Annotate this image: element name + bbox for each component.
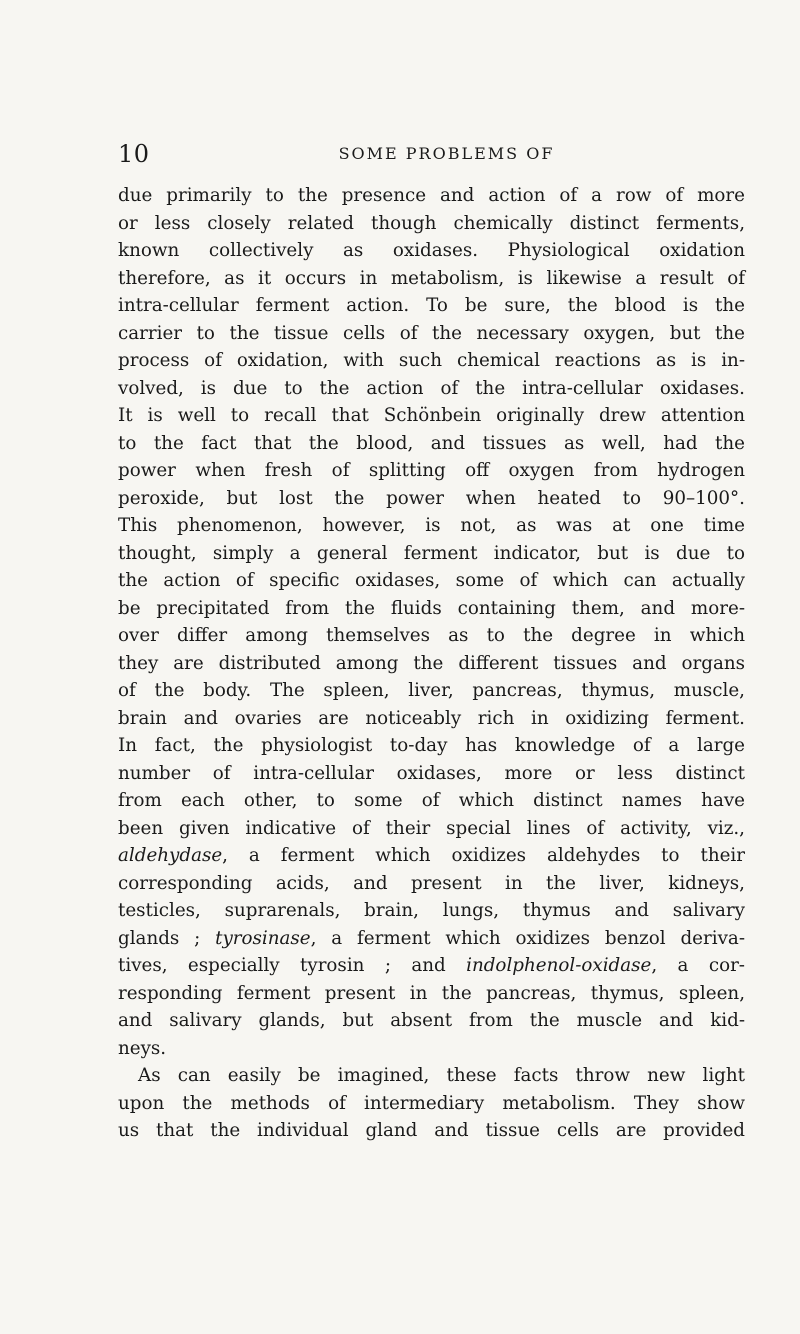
text-span: , a ferment which oxidizes benzol deriva- <box>310 927 745 949</box>
text-line: and salivary glands, but absent from the muscle and kid- <box>118 1010 745 1031</box>
text-line: In fact, the physiologist to-day has knowledge of a large <box>118 735 745 756</box>
text-line: therefore, as it occurs in metabolism, is likewise a result of <box>118 267 745 289</box>
text-line <box>118 952 745 980</box>
text-line: over differ among themselves as to the degree in which <box>118 625 745 646</box>
text-line: power when fresh of splitting off oxygen from hydrogen <box>118 460 745 481</box>
text-line: us that the individual gland and tissue cells are provided <box>118 1120 745 1141</box>
text-line: known collectively as oxidases. Physiological oxidation <box>118 240 745 261</box>
text-span: , a cor- <box>651 955 745 976</box>
running-head <box>118 140 743 170</box>
text-line: corresponding acids, and present in the liver, kidneys, <box>118 872 745 894</box>
text-line: of the body. The spleen, liver, pancreas, thymus, muscle, <box>118 680 745 701</box>
text-line: been given indicative of their special lines of activity, viz., <box>118 817 745 839</box>
text-line: responding ferment present in the pancreas, thymus, spleen, <box>118 982 745 1004</box>
text-line <box>118 842 745 870</box>
text-line: volved, is due to the action of the intra-cellular oxidases. <box>118 377 745 399</box>
text-span: glands ; <box>118 927 216 949</box>
text-line <box>118 925 745 953</box>
italic-term: indolphenol-oxidase <box>466 955 652 976</box>
text-line: carrier to the tissue cells of the necessary oxygen, but the <box>118 322 745 344</box>
text-line: the action of specific oxidases, some of which can actually <box>118 570 745 591</box>
italic-term: tyrosinase <box>215 927 311 949</box>
text-line: they are distributed among the different tissues and organs <box>118 652 745 674</box>
text-line: number of intra-cellular oxidases, more or less distinct <box>118 762 745 784</box>
text-line: upon the methods of intermediary metabolism. They show <box>118 1092 745 1114</box>
text-line: As can easily be imagined, these facts throw new light <box>138 1065 745 1086</box>
text-line: This phenomenon, however, is not, as was at one time <box>118 515 745 536</box>
text-line: process of oxidation, with such chemical reactions as is in- <box>118 350 745 371</box>
text-line: intra-cellular ferment action. To be sure, the blood is the <box>118 295 745 316</box>
text-line: due primarily to the presence and action of a row of more <box>118 185 745 206</box>
text-span: tives, especially tyrosin ; and <box>118 955 467 976</box>
text-line: brain and ovaries are noticeably rich in oxidizing ferment. <box>118 707 745 729</box>
italic-term: aldehydase <box>118 845 223 866</box>
text-line: testicles, suprarenals, brain, lungs, thymus and salivary <box>118 900 745 921</box>
text-line: from each other, to some of which distinct names have <box>118 790 745 811</box>
text-line: be precipitated from the fluids containing them, and more- <box>118 597 745 619</box>
body-text <box>118 182 745 1145</box>
text-line: neys. <box>118 1037 167 1059</box>
text-line: to the fact that the blood, and tissues as well, had the <box>118 432 745 454</box>
text-line: It is well to recall that Schönbein originally drew attention <box>118 405 745 426</box>
text-line: thought, simply a general ferment indicator, but is due to <box>118 542 745 564</box>
text-line: or less closely related though chemically distinct ferments, <box>118 212 745 234</box>
text-line: peroxide, but lost the power when heated to 90–100°. <box>118 487 745 509</box>
page-number: 10 <box>118 140 150 168</box>
running-title: SOME PROBLEMS OF <box>338 144 555 163</box>
text-span: , a ferment which oxidizes aldehydes to their <box>222 845 745 866</box>
